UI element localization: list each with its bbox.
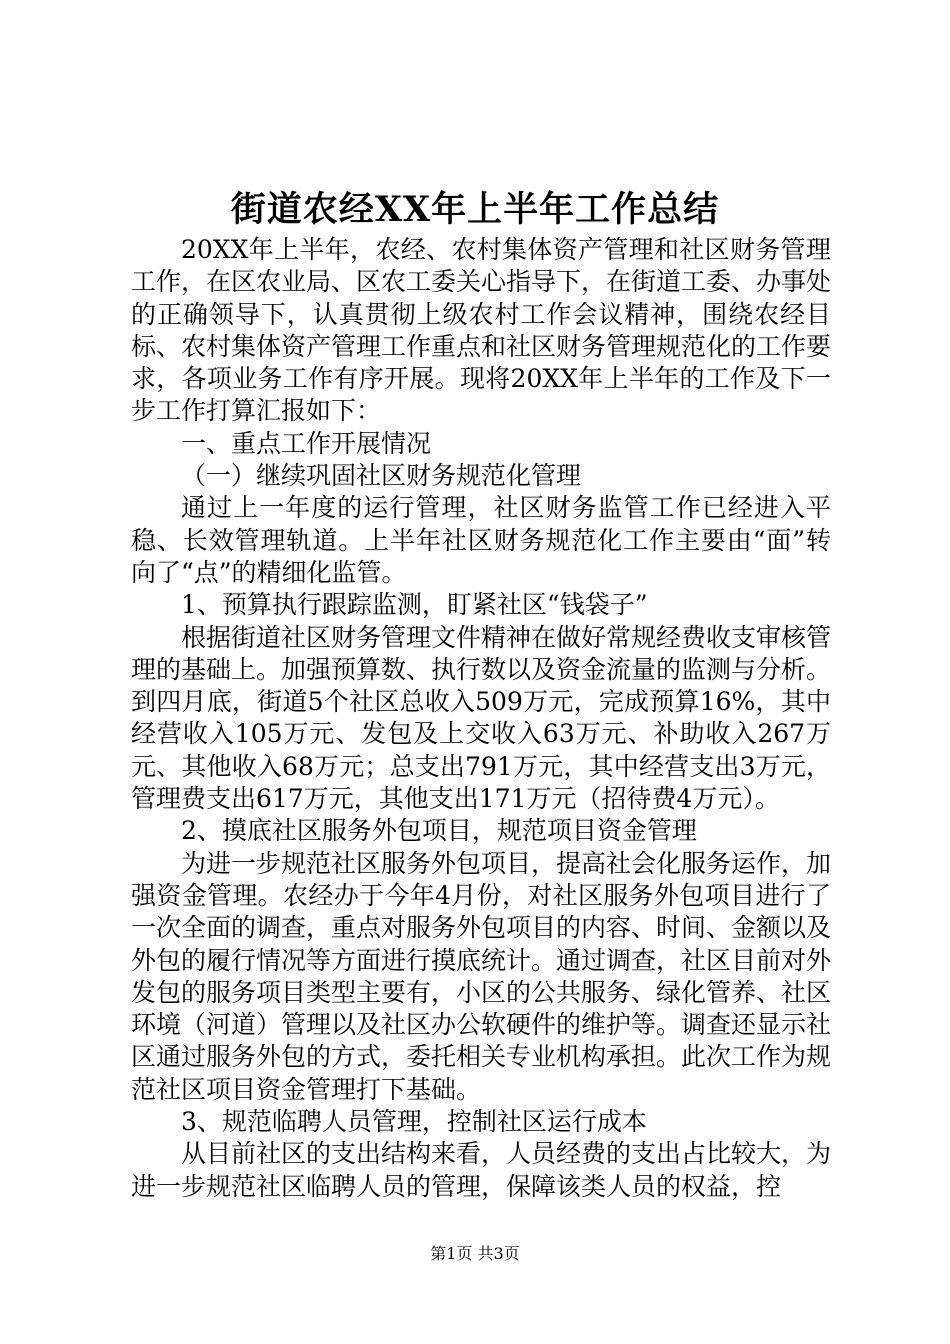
paragraph-item-2: 为进一步规范社区服务外包项目，提高社会化服务运作，加强资金管理。农经办于今年4月份，对社区服务外包项目进行了一次全面的调查，重点对服务外包项目的内容、时间、金额以及外包的履行情况等方面进行摸底统计。通过调查，社区目前对外发包的服务项目类型主要有，小区的公共服务、绿化管养、社区环境（河道）管理以及社区办公软硬件的维护等。调查还显示社区通过服务外包的方式，委托相关专业机构承担。此次工作为规范社区项目资金管理打下基础。 <box>131 848 832 1104</box>
item-heading-1: 1、预算执行跟踪监测，盯紧社区“钱袋子” <box>181 590 648 620</box>
paragraph-item-3: 从目前社区的支出结构来看，人员经费的支出占比较大，为进一步规范社区临聘人员的管理，保障该类人员的权益，控 <box>131 1139 832 1201</box>
item-heading-2: 2、摸底社区服务外包项目，规范项目资金管理 <box>181 816 697 846</box>
subsection-heading-1: （一）继续巩固社区财务规范化管理 <box>181 461 582 491</box>
paragraph-item-1: 根据街道社区财务管理文件精神在做好常规经费收支审核管理的基础上。加强预算数、执行数以及资金流量的监测与分析。到四月底，街道5个社区总收入509万元，完成预算16%，其中经营收入105万元、发包及上交收入63万元、补助收入267万元、其他收入68万元；总支出791万元，其中经营支出3万元，管理费支出617万元，其他支出171万元（招待费4万元）。 <box>131 622 832 814</box>
item-heading-3: 3、规范临聘人员管理，控制社区运行成本 <box>181 1107 647 1137</box>
paragraph-subsection-1: 通过上一年度的运行管理，社区财务监管工作已经进入平稳、长效管理轨道。上半年社区财务规范化工作主要由“面”转向了“点”的精细化监管。 <box>131 493 831 587</box>
page-number-footer: 第1页 共3页 <box>430 1244 520 1263</box>
section-heading-1: 一、重点工作开展情况 <box>181 428 432 458</box>
document-body <box>131 234 831 1203</box>
document-title: 街道农经XX年上半年工作总结 <box>230 189 720 230</box>
paragraph-intro: 20XX年上半年，农经、农村集体资产管理和社区财务管理工作，在区农业局、区农工委关心指导下，在街道工委、办事处的正确领导下，认真贯彻上级农村工作会议精神，围绕农经目标、农村集体资产管理工作重点和社区财务管理规范化的工作要求，各项业务工作有序开展。现将20XX年上半年的工作及下一步工作打算汇报如下： <box>131 235 832 426</box>
